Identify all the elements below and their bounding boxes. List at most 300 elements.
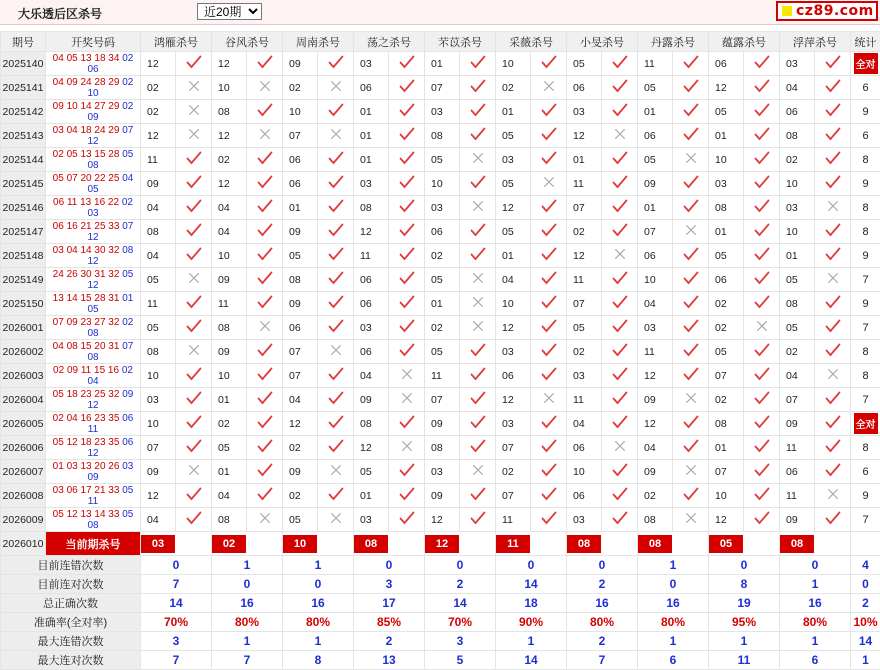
kill-number: 12 [283,412,318,436]
check-icon [754,103,770,117]
draw-front: 07 09 23 27 32 [53,317,120,328]
kill-number: 05 [496,124,531,148]
check-icon [683,127,699,141]
kill-result [815,508,851,532]
kill-number: 06 [496,364,531,388]
kill-result [460,196,496,220]
check-icon [541,127,557,141]
draw-back2: 05 [46,304,140,315]
summary-value: 18 [496,594,567,613]
kill-result [247,460,283,484]
header-expert: 蕴露杀号 [709,32,780,52]
check-icon [470,247,486,261]
cross-icon [329,511,343,525]
draw-line [46,101,140,112]
draw-line [46,293,140,304]
check-icon [825,223,841,237]
current-kill-cell [283,532,354,556]
kill-result [176,412,212,436]
check-icon [186,247,202,261]
summary-value: 80% [283,613,354,632]
kill-number: 10 [283,100,318,124]
kill-number: 03 [354,508,389,532]
site-logo[interactable] [776,1,878,21]
kill-result [531,268,567,292]
summary-value: 8 [283,651,354,670]
kill-result [318,196,354,220]
kill-result [602,172,638,196]
check-icon [541,151,557,165]
kill-number: 05 [638,76,673,100]
correct-count: 7 [862,394,868,406]
kill-number: 11 [496,508,531,532]
check-icon [612,463,628,477]
kill-result [744,196,780,220]
kill-number: 09 [141,172,176,196]
kill-number: 12 [212,172,247,196]
kill-result [673,220,709,244]
kill-result [460,52,496,76]
check-icon [541,295,557,309]
summary-stat: 1 [851,651,880,670]
table-row [1,100,880,124]
kill-number: 07 [283,340,318,364]
kill-result [318,364,354,388]
kill-number: 12 [638,412,673,436]
draw-cell [46,268,141,292]
check-icon [754,343,770,357]
kill-result [389,196,425,220]
cross-icon [684,391,698,405]
kill-result [389,508,425,532]
kill-number: 10 [780,220,815,244]
check-icon [754,79,770,93]
summary-value: 1 [283,632,354,651]
kill-result [531,100,567,124]
kill-result [247,484,283,508]
check-icon [825,463,841,477]
kill-number: 02 [425,244,460,268]
check-icon [257,439,273,453]
table-row [1,460,880,484]
kill-number: 07 [283,364,318,388]
kill-number: 07 [425,76,460,100]
stat-cell [851,220,880,244]
check-icon [683,439,699,453]
kill-number: 12 [709,76,744,100]
kill-result [815,124,851,148]
check-icon [257,295,273,309]
kill-number: 06 [567,436,602,460]
table-row [1,508,880,532]
kill-number: 12 [496,388,531,412]
kill-number: 05 [425,148,460,172]
stat-cell [851,484,880,508]
kill-number: 02 [141,76,176,100]
draw-back1: 02 [122,101,133,112]
summary-value: 90% [496,613,567,632]
kill-result [460,100,496,124]
kill-number: 04 [212,196,247,220]
check-icon [399,199,415,213]
kill-number: 10 [212,244,247,268]
correct-count: 8 [862,154,868,166]
summary-value: 1 [212,556,283,575]
kill-result [531,436,567,460]
kill-number: 04 [212,220,247,244]
kill-number: 11 [354,244,389,268]
kill-number: 06 [780,100,815,124]
summary-stat: 10% [851,613,880,632]
kill-result [744,364,780,388]
issue-cell: 2025144 [1,148,46,172]
kill-number: 08 [780,124,815,148]
cross-icon [187,343,201,357]
kill-number: 10 [425,172,460,196]
kill-number: 09 [283,292,318,316]
kill-result [815,76,851,100]
stat-cell [851,268,880,292]
issue-cell: 2026001 [1,316,46,340]
table-row [1,436,880,460]
summary-value: 1 [496,632,567,651]
kill-number: 12 [141,124,176,148]
kill-number: 08 [141,340,176,364]
check-icon [825,511,841,525]
header-expert: 鸿雁杀号 [141,32,212,52]
check-icon [683,487,699,501]
check-icon [257,463,273,477]
current-kill-number: 08 [354,535,388,553]
draw-line [46,485,140,496]
kill-result [176,484,212,508]
draw-cell [46,412,141,436]
kill-result [744,268,780,292]
kill-number: 05 [425,340,460,364]
check-icon [754,271,770,285]
summary-label: 目前连错次数 [1,556,141,575]
current-kill-number: 10 [283,535,317,553]
draw-back1: 08 [122,245,133,256]
draw-back1: 09 [122,389,133,400]
check-icon [257,247,273,261]
draw-line [46,437,140,448]
table-row [1,484,880,508]
kill-number: 07 [638,220,673,244]
check-icon [470,127,486,141]
check-icon [612,391,628,405]
kill-number: 02 [283,436,318,460]
check-icon [825,79,841,93]
summary-stat: 0 [851,575,880,594]
kill-number: 03 [780,196,815,220]
draw-back1: 02 [122,53,133,64]
kill-number: 11 [425,364,460,388]
kill-result [176,148,212,172]
kill-number: 04 [780,76,815,100]
kill-result [815,460,851,484]
draw-back1: 05 [122,485,133,496]
kill-result [247,412,283,436]
kill-result [744,316,780,340]
kill-result [247,316,283,340]
kill-result [318,148,354,172]
kill-result [247,52,283,76]
check-icon [186,151,202,165]
kill-number: 03 [425,460,460,484]
draw-back1: 01 [122,293,133,304]
kill-number: 08 [425,124,460,148]
correct-count: 9 [862,250,868,262]
kill-number: 11 [141,148,176,172]
check-icon [257,199,273,213]
stat-cell [851,124,880,148]
kill-number: 04 [638,436,673,460]
cross-icon [684,463,698,477]
kill-result [602,268,638,292]
summary-value: 0 [496,556,567,575]
kill-number: 07 [496,484,531,508]
summary-value: 85% [354,613,425,632]
stat-cell [851,340,880,364]
kill-result [318,244,354,268]
check-icon [328,223,344,237]
kill-number: 01 [212,388,247,412]
stat-cell [851,52,880,76]
kill-number: 01 [425,52,460,76]
summary-value: 1 [780,575,851,594]
current-kill-cell [709,532,780,556]
kill-result [318,316,354,340]
correct-count: 9 [862,298,868,310]
kill-number: 09 [638,172,673,196]
kill-number: 07 [141,436,176,460]
current-kill-number: 08 [567,535,601,553]
kill-number: 09 [425,412,460,436]
check-icon [257,415,273,429]
draw-cell [46,76,141,100]
check-icon [612,415,628,429]
check-icon [399,463,415,477]
current-kill-cell [780,532,851,556]
kill-result [673,388,709,412]
kill-number: 01 [496,100,531,124]
kill-result [176,388,212,412]
check-icon [683,343,699,357]
current-kill-number: 12 [425,535,459,553]
kill-number: 01 [425,292,460,316]
summary-value: 1 [212,632,283,651]
draw-line [46,53,140,64]
kill-result [389,412,425,436]
check-icon [541,511,557,525]
kill-result [602,460,638,484]
draw-cell [46,220,141,244]
kill-number: 03 [425,100,460,124]
check-icon [470,79,486,93]
kill-result [602,484,638,508]
kill-result [673,340,709,364]
draw-front: 02 09 11 15 16 [53,365,119,376]
summary-value: 0 [638,575,709,594]
check-icon [683,367,699,381]
kill-number: 02 [496,76,531,100]
check-icon [612,199,628,213]
issue-cell: 2025140 [1,52,46,76]
kill-number: 04 [283,388,318,412]
kill-result [176,100,212,124]
kill-number: 07 [567,292,602,316]
kill-result [176,196,212,220]
correct-count: 6 [862,82,868,94]
check-icon [399,151,415,165]
check-icon [399,319,415,333]
draw-line [46,269,140,280]
kill-number: 09 [212,340,247,364]
correct-count: 6 [862,466,868,478]
cross-icon [613,127,627,141]
kill-number: 06 [283,148,318,172]
kill-result [815,100,851,124]
issue-cell: 2026007 [1,460,46,484]
kill-number: 12 [496,316,531,340]
current-label: 当前期杀号 [46,532,141,556]
summary-label: 准确率(全对率) [1,613,141,632]
kill-result [673,412,709,436]
check-icon [754,175,770,189]
kill-number: 01 [567,148,602,172]
kill-number: 09 [780,412,815,436]
kill-result [460,292,496,316]
cross-icon [684,151,698,165]
check-icon [541,487,557,501]
kill-result [531,76,567,100]
kill-result [815,484,851,508]
kill-result [744,484,780,508]
kill-number: 08 [425,436,460,460]
summary-value: 80% [567,613,638,632]
kill-result [460,124,496,148]
kill-result [531,316,567,340]
kill-number: 03 [567,100,602,124]
cross-icon [613,439,627,453]
summary-label: 总正确次数 [1,594,141,613]
draw-back1: 07 [122,341,133,352]
kill-number: 09 [283,52,318,76]
check-icon [399,103,415,117]
check-icon [754,487,770,501]
summary-stat: 4 [851,556,880,575]
table-row [1,124,880,148]
cross-icon [187,127,201,141]
check-icon [683,103,699,117]
kill-number: 01 [354,484,389,508]
kill-result [460,412,496,436]
check-icon [612,343,628,357]
kill-number: 09 [780,508,815,532]
kill-result [176,52,212,76]
kill-number: 05 [780,268,815,292]
kill-number: 04 [496,268,531,292]
kill-result [460,76,496,100]
summary-value: 80% [212,613,283,632]
kill-number: 08 [354,412,389,436]
draw-back1: 05 [122,149,133,160]
draw-front: 09 10 14 27 29 [53,101,120,112]
draw-line [46,77,140,88]
kill-number: 08 [638,508,673,532]
kill-number: 12 [567,244,602,268]
kill-number: 06 [709,268,744,292]
kill-number: 10 [567,460,602,484]
check-icon [541,223,557,237]
header-issue: 期号 [1,32,46,52]
issue-cell: 2026003 [1,364,46,388]
kill-result [744,76,780,100]
kill-number: 05 [283,244,318,268]
draw-back1: 04 [122,173,133,184]
kill-result [247,340,283,364]
check-icon [754,151,770,165]
check-icon [399,55,415,69]
check-icon [541,271,557,285]
kill-number: 10 [638,268,673,292]
cross-icon [329,343,343,357]
kill-number: 08 [212,316,247,340]
period-select[interactable] [197,3,262,20]
summary-value: 2 [567,575,638,594]
draw-cell [46,148,141,172]
summary-value: 80% [780,613,851,632]
kill-number: 02 [141,100,176,124]
check-icon [754,391,770,405]
correct-count: 7 [862,274,868,286]
summary-row [1,594,880,613]
issue-cell: 2025147 [1,220,46,244]
kill-number: 12 [354,436,389,460]
table-row [1,148,880,172]
kill-result [815,316,851,340]
kill-result [744,412,780,436]
kill-result [673,100,709,124]
stat-cell [851,100,880,124]
kill-result [318,220,354,244]
current-kill-number: 03 [141,535,175,553]
kill-result [744,460,780,484]
kill-number: 12 [425,508,460,532]
kill-result [673,508,709,532]
cross-icon [542,79,556,93]
current-kill-cell [425,532,496,556]
kill-result [247,268,283,292]
kill-result [815,172,851,196]
kill-number: 04 [780,364,815,388]
kill-result [247,100,283,124]
header-expert: 荡之杀号 [354,32,425,52]
draw-front: 04 08 15 20 31 [53,341,120,352]
summary-value: 0 [354,556,425,575]
summary-value: 7 [141,651,212,670]
correct-count: 6 [862,130,868,142]
kill-result [460,388,496,412]
kill-result [318,100,354,124]
check-icon [754,463,770,477]
correct-count: 9 [862,490,868,502]
kill-number: 05 [638,148,673,172]
kill-number: 02 [780,340,815,364]
kill-result [318,292,354,316]
all-correct-badge: 全对 [854,53,878,74]
